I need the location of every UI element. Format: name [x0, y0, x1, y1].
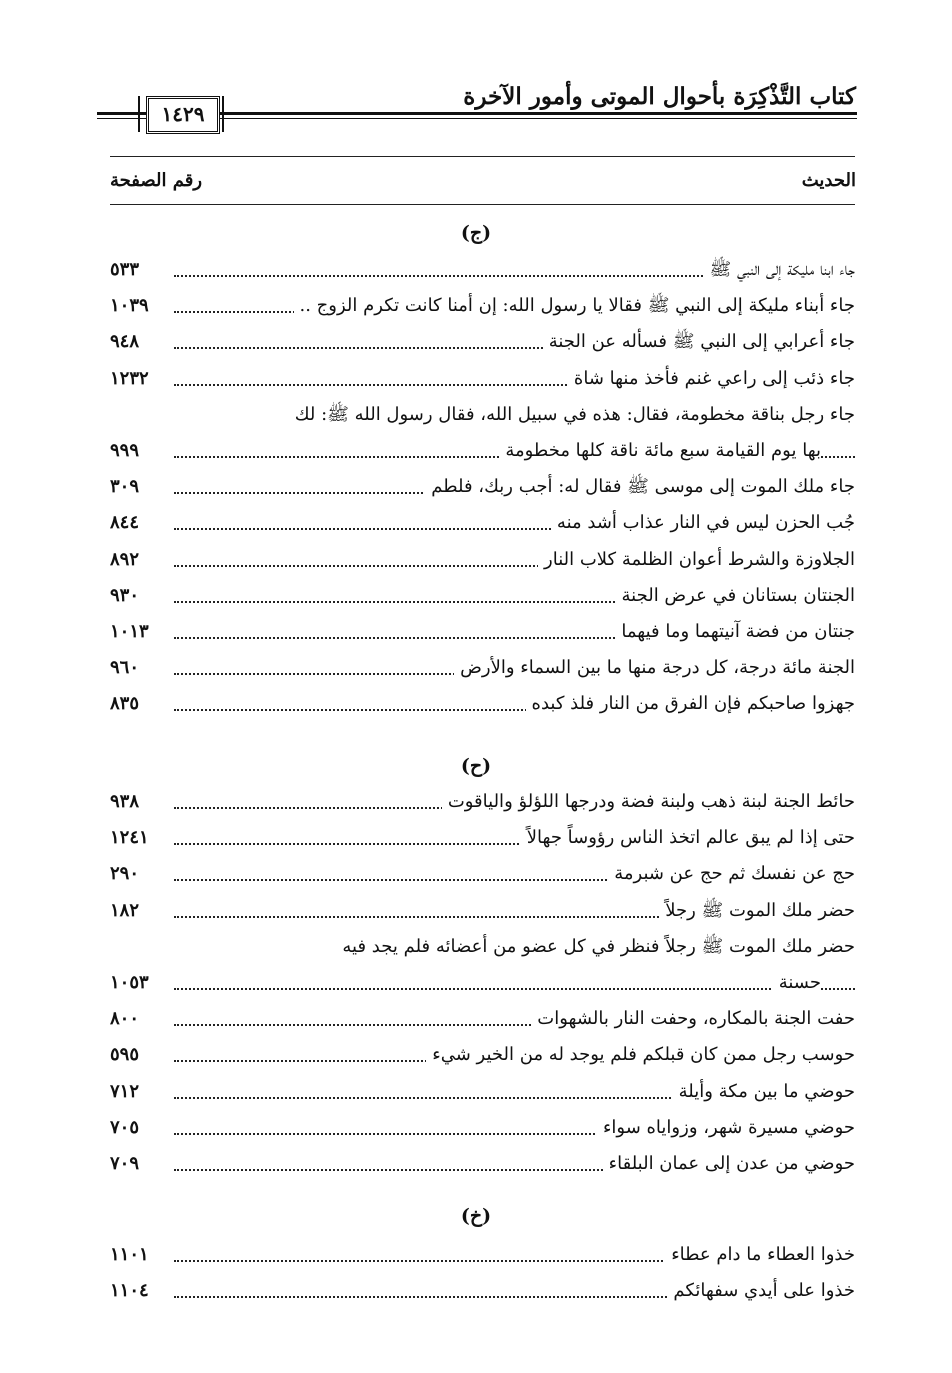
- page-reference: ١٠٣٩: [110, 295, 149, 316]
- hadith-text: الجنة مائة درجة، كل درجة منها ما بين السماء والأرض: [454, 651, 855, 685]
- index-entry: [110, 362, 855, 396]
- page-reference: ٧٠٩: [110, 1153, 140, 1174]
- index-entry: [110, 1002, 855, 1036]
- hadith-text: الجنتان بستانان في عرض الجنة: [616, 579, 855, 613]
- hadith-text: جُب الحزن ليس في النار عذاب أشد منه: [551, 506, 855, 540]
- hadith-text: جاء أبناء مليكة إلى النبي ﷺ فقالا يا رسول الله: إن أمنا كانت تكرم الزوج ..: [294, 289, 855, 323]
- page-reference: ١٢٣٢: [110, 368, 149, 389]
- box-tick-right: [222, 96, 224, 132]
- leader-dots: [174, 988, 855, 990]
- index-entry: [110, 894, 855, 928]
- page-reference: ٨٠٠: [110, 1008, 140, 1029]
- index-entry: [110, 1274, 855, 1308]
- hadith-column-label: الحديث: [801, 170, 856, 191]
- index-entry: [110, 821, 855, 855]
- index-entry: [110, 434, 855, 468]
- column-header-bottom-rule: [110, 204, 855, 205]
- index-entry: [110, 1075, 855, 1109]
- hadith-text: الجلاوزة والشرط أعوان الظلمة كلاب النار: [538, 543, 855, 577]
- index-entry: [110, 1238, 855, 1272]
- index-entry: [110, 579, 855, 613]
- page-reference: ٥٩٥: [110, 1044, 140, 1065]
- section-letter: (خ): [460, 1205, 492, 1227]
- hadith-text: بها يوم القيامة سبع مائة ناقة كلها مخطومة: [499, 434, 821, 468]
- page-reference: ٩٣٠: [110, 585, 140, 606]
- section-letter: (ج): [460, 222, 492, 244]
- index-entry: [110, 1038, 855, 1072]
- page-reference: ١٨٢: [110, 900, 140, 921]
- index-entry: [110, 470, 855, 504]
- page-reference: ٨٣٥: [110, 693, 140, 714]
- hadith-text: حائط الجنة لبنة ذهب ولبنة فضة ودرجها اللؤلؤ والياقوت: [442, 785, 855, 819]
- page-reference: ٨٩٢: [110, 549, 140, 570]
- index-entry: [110, 398, 855, 432]
- index-entry: [110, 857, 855, 891]
- page-column-label: رقم الصفحة: [110, 170, 203, 191]
- index-entry: [110, 1111, 855, 1145]
- index-entry: [110, 543, 855, 577]
- index-entry: [110, 253, 855, 287]
- page-reference: ٣٠٩: [110, 476, 140, 497]
- hadith-text: حضر ملك الموت ﷺ رجلاً فنظر في كل عضو من أعضائه فلم يجد فيه: [336, 930, 855, 964]
- index-entry: [110, 785, 855, 819]
- index-entry: [110, 1147, 855, 1181]
- hadith-text: حوضي من عدن إلى عمان البلقاء: [603, 1147, 855, 1181]
- hadith-text: جهزوا صاحبكم فإن الفرق من النار فلذ كبده: [526, 687, 855, 721]
- index-entry: [110, 615, 855, 649]
- index-entry: [110, 966, 855, 1000]
- hadith-text: جاء ذئب إلى راعي غنم فأخذ منها شاة: [568, 362, 855, 396]
- hadith-text: حوضي ما بين مكة وأيلة: [673, 1075, 855, 1109]
- hadith-text: خذوا على أيدي سفهائكم: [667, 1274, 855, 1308]
- index-entry: [110, 930, 855, 964]
- column-header-top-rule: [110, 156, 855, 157]
- page-reference: ١٠٥٣: [110, 972, 149, 993]
- page-reference: ٩٤٨: [110, 331, 140, 352]
- index-entry: [110, 506, 855, 540]
- hadith-text: جاء ملك الموت إلى موسى ﷺ فقال له: أجب ربك، فلطم: [425, 470, 855, 504]
- book-title: كتاب التَّذْكِرَة بأحوال الموتى وأمور الآخرة: [463, 83, 856, 110]
- page-reference: ٩٣٨: [110, 791, 140, 812]
- hadith-text: حوسب رجل ممن كان قبلكم فلم يوجد له من الخير شيء: [426, 1038, 855, 1072]
- section-letter: (ح): [460, 755, 492, 777]
- hadith-text: جاء رجل بناقة مخطومة، فقال: هذه في سبيل الله، فقال رسول الله ﷺ: لك: [289, 398, 855, 432]
- page-reference: ١٠١٣: [110, 621, 149, 642]
- hadith-text: حوضي مسيرة شهر، وزواياه سواء: [597, 1111, 855, 1145]
- page-reference: ٨٤٤: [110, 512, 140, 533]
- hadith-text: جاء ابنا مليكة إلى النبي ﷺ: [703, 253, 855, 287]
- page-reference: ٢٩٠: [110, 863, 140, 884]
- hadith-text: حفت الجنة بالمكاره، وحفت النار بالشهوات: [531, 1002, 855, 1036]
- box-tick-left: [138, 96, 140, 132]
- hadith-text: حضر ملك الموت ﷺ رجلاً: [659, 894, 855, 928]
- hadith-text: حج عن نفسك ثم حج عن شبرمة: [608, 857, 855, 891]
- page-reference: ٧٠٥: [110, 1117, 140, 1138]
- hadith-text: جاء أعرابي إلى النبي ﷺ فسأله عن الجنة: [543, 325, 855, 359]
- page-reference: ٩٦٠: [110, 657, 140, 678]
- hadith-text: خذوا العطاء ما دام عطاء: [665, 1238, 855, 1272]
- index-entry: [110, 289, 855, 323]
- page-reference: ١٢٤١: [110, 827, 149, 848]
- hadith-text: حتى إذا لم يبق عالم اتخذ الناس رؤوساً جهالاً: [521, 821, 855, 855]
- page-reference: ١١٠٤: [110, 1280, 149, 1301]
- index-entry: [110, 687, 855, 721]
- index-entry: [110, 325, 855, 359]
- page-reference: ٥٣٣: [110, 259, 140, 280]
- index-entry: [110, 651, 855, 685]
- hadith-text: جنتان من فضة آنيتهما وما فيهما: [615, 615, 855, 649]
- hadith-text: حسنة: [773, 966, 821, 1000]
- page-reference: ٧١٢: [110, 1081, 140, 1102]
- page-reference: ٩٩٩: [110, 440, 140, 461]
- page-reference: ١١٠١: [110, 1244, 149, 1265]
- page-number: ١٤٢٩: [146, 96, 220, 134]
